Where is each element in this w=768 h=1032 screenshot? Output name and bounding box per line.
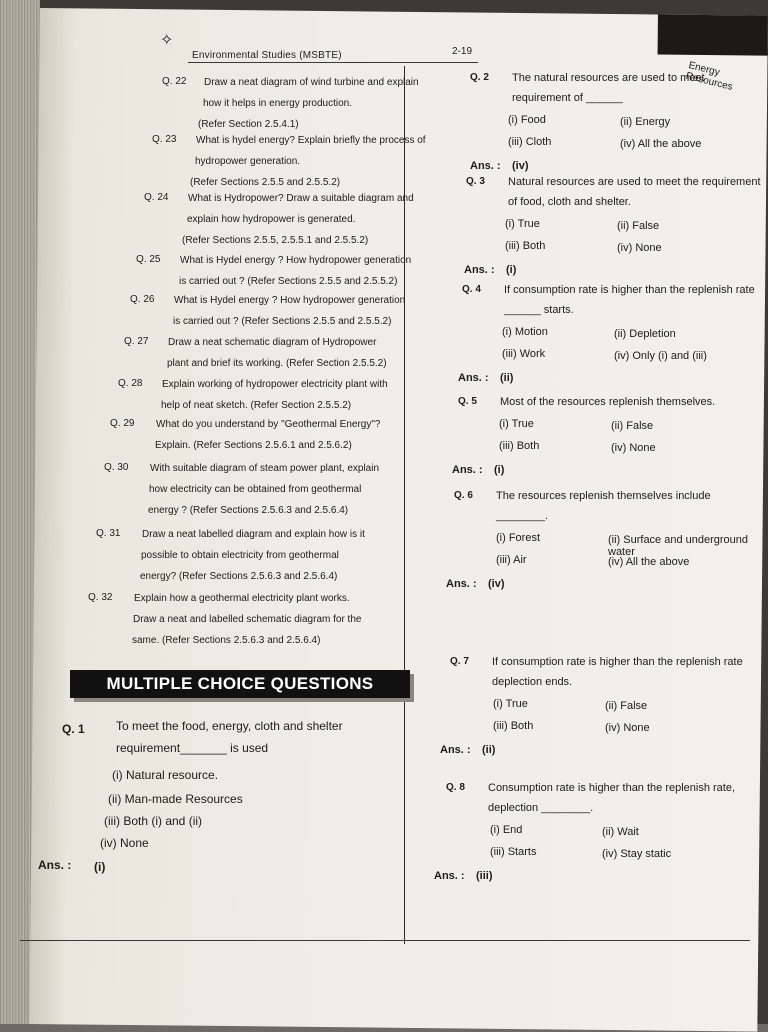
mcq-option: (iii) Starts (490, 846, 537, 858)
question-text-line: Draw a neat and labelled schematic diagram for the (133, 614, 362, 625)
mcq-answer-label: Ans. : (464, 264, 495, 276)
mcq-option: (iv) None (611, 442, 656, 454)
mcq-option: (iii) Air (496, 554, 527, 566)
mcq-text-line: deplection ________. (488, 802, 594, 814)
question-text-line: Explain working of hydropower electricity plant with (162, 379, 388, 390)
mcq-option: (ii) False (605, 700, 648, 712)
page-number: 2-19 (452, 46, 473, 57)
question-text-line: (Refer Sections 2.5.5 and 2.5.5.2) (190, 177, 341, 188)
mcq-option: (iii) Work (502, 348, 546, 360)
question-text-line: Draw a neat diagram of wind turbine and explain (204, 77, 419, 88)
mcq-option: (ii) Wait (602, 826, 639, 838)
mcq-option: (ii) Depletion (614, 328, 676, 340)
mcq-option: (iv) All the above (608, 556, 690, 568)
mcq-number: Q. 7 (450, 656, 469, 667)
question-text-line: hydropower generation. (195, 156, 301, 167)
mcq-answer: (ii) (482, 744, 496, 756)
question-number: Q. 27 (124, 336, 149, 347)
q1-option-4: (iv) None (100, 836, 149, 850)
mcq-text-line: If consumption rate is higher than the replenish rate (504, 284, 755, 296)
book-logo-icon: ✧ (160, 32, 174, 49)
question-text-line: how it helps in energy production. (203, 98, 352, 109)
mcq-text-line: deplection ends. (492, 676, 573, 688)
mcq-answer-label: Ans. : (458, 372, 489, 384)
mcq-answer: (iv) (512, 160, 529, 172)
question-text-line: plant and brief its working. (Refer Section 2.5.5.2) (167, 358, 387, 369)
q1-answer-label: Ans. : (38, 858, 72, 872)
mcq-option: (i) True (499, 418, 534, 430)
question-text-line: What do you understand by "Geothermal Energy"? (156, 419, 381, 430)
q1-answer: (i) (94, 860, 106, 874)
mcq-number: Q. 2 (470, 72, 489, 83)
mcq-heading: MULTIPLE CHOICE QUESTIONS (70, 670, 410, 698)
mcq-number: Q. 3 (466, 176, 485, 187)
question-number: Q. 31 (96, 528, 121, 539)
page-corner-shadow (658, 14, 768, 55)
mcq-option: (i) End (490, 824, 523, 836)
mcq-option: (ii) Energy (620, 116, 671, 128)
mcq-option: (ii) Surface and underground water (608, 534, 749, 558)
running-header-title: Environmental Studies (MSBTE) (192, 50, 342, 61)
mcq-answer: (i) (506, 264, 517, 276)
mcq-text-line: of food, cloth and shelter. (508, 196, 631, 208)
mcq-option: (iv) Only (i) and (iii) (614, 350, 707, 362)
mcq-number: Q. 5 (458, 396, 477, 407)
question-text-line: Draw a neat labelled diagram and explain how is it (142, 529, 365, 540)
question-number: Q. 24 (144, 192, 169, 203)
question-number: Q. 30 (104, 462, 129, 473)
mcq-answer: (ii) (500, 372, 514, 384)
mcq-text-line: Most of the resources replenish themselves. (500, 396, 716, 408)
book-page (29, 8, 768, 1032)
mcq-text-line: The natural resources are used to meet (512, 72, 705, 84)
running-header-right: Energy Resources (684, 60, 734, 93)
mcq-answer-label: Ans. : (434, 870, 465, 882)
mcq-option: (iv) All the above (620, 138, 702, 150)
bottom-rule (20, 940, 750, 941)
question-text-line: What is Hydel energy ? How hydropower generation (180, 255, 412, 266)
mcq-option: (i) Motion (502, 326, 548, 338)
question-number: Q. 26 (130, 294, 155, 305)
question-text-line: energy? (Refer Sections 2.5.6.3 and 2.5.6.4) (140, 571, 338, 582)
mcq-answer: (iii) (476, 870, 493, 882)
question-text-line: Draw a neat schematic diagram of Hydropower (168, 337, 377, 348)
mcq-option: (iv) Stay static (602, 848, 672, 860)
mcq-text-line: If consumption rate is higher than the replenish rate (492, 656, 743, 668)
mcq-option: (i) Food (508, 114, 546, 126)
mcq-option: (iii) Both (505, 240, 546, 252)
mcq-option: (iii) Both (499, 440, 540, 452)
question-number: Q. 29 (110, 418, 135, 429)
mcq-number: Q. 6 (454, 490, 473, 501)
q1-line-1: To meet the food, energy, cloth and shelter (116, 719, 343, 733)
mcq-option: (iv) None (605, 722, 650, 734)
mcq-answer-label: Ans. : (446, 578, 477, 590)
mcq-text-line: requirement of ______ (512, 92, 623, 104)
mcq-option: (ii) False (617, 220, 660, 232)
mcq-text-line: ______ starts. (504, 304, 574, 316)
question-number: Q. 23 (152, 134, 177, 145)
q1-option-3: (iii) Both (i) and (ii) (104, 814, 203, 828)
mcq-option: (ii) False (611, 420, 654, 432)
mcq-text-line: The resources replenish themselves include (496, 490, 711, 502)
question-number: Q. 22 (162, 76, 187, 87)
mcq-number: Q. 8 (446, 782, 465, 793)
question-number: Q. 32 (88, 592, 113, 603)
question-text-line: (Refer Section 2.5.4.1) (198, 119, 299, 130)
mcq-answer-label: Ans. : (452, 464, 483, 476)
question-text-line: energy ? (Refer Sections 2.5.6.3 and 2.5.6.4) (148, 505, 349, 516)
mcq-text-line: Consumption rate is higher than the replenish rate, (488, 782, 736, 794)
mcq-text-line: Natural resources are used to meet the requirement (508, 176, 761, 188)
question-text-line: With suitable diagram of steam power plant, explain (150, 463, 380, 474)
question-text-line: is carried out ? (Refer Sections 2.5.5 and 2.5.5.2) (179, 276, 398, 287)
mcq-number: Q. 4 (462, 284, 481, 295)
question-text-line: (Refer Sections 2.5.5, 2.5.5.1 and 2.5.5.2) (182, 235, 369, 246)
question-text-line: What is Hydropower? Draw a suitable diagram and (188, 193, 414, 204)
mcq-answer: (i) (494, 464, 505, 476)
question-number: Q. 25 (136, 254, 161, 265)
question-text-line: possible to obtain electricity from geothermal (141, 550, 339, 561)
question-number: Q. 28 (118, 378, 143, 389)
header-rule (188, 62, 478, 63)
q1-line-2: requirement_______ is used (116, 741, 269, 755)
q1-number: Q. 1 (62, 722, 85, 736)
mcq-option: (i) Forest (496, 532, 540, 544)
mcq-option: (iii) Cloth (508, 136, 552, 148)
question-text-line: What is hydel energy? Explain briefly the process of (196, 135, 426, 146)
q1-option-2: (ii) Man-made Resources (108, 792, 243, 806)
mcq-option: (i) True (493, 698, 528, 710)
question-text-line: same. (Refer Sections 2.5.6.3 and 2.5.6.4) (132, 635, 321, 646)
question-text-line: What is Hydel energy ? How hydropower generation (174, 295, 406, 306)
mcq-answer-label: Ans. : (470, 160, 501, 172)
mcq-option: (iv) None (617, 242, 662, 254)
question-text-line: is carried out ? (Refer Sections 2.5.5 and 2.5.5.2) (173, 316, 392, 327)
mcq-option: (iii) Both (493, 720, 534, 732)
q1-option-1: (i) Natural resource. (112, 768, 219, 782)
question-text-line: Explain. (Refer Sections 2.5.6.1 and 2.5.6.2) (155, 440, 352, 451)
question-text-line: help of neat sketch. (Refer Section 2.5.5.2) (161, 400, 352, 411)
mcq-text-line: ________. (496, 510, 548, 522)
question-text-line: explain how hydropower is generated. (187, 214, 356, 225)
mcq-answer-label: Ans. : (440, 744, 471, 756)
mcq-option: (i) True (505, 218, 540, 230)
mcq-answer: (iv) (488, 578, 505, 590)
question-text-line: how electricity can be obtained from geothermal (149, 484, 362, 495)
question-text-line: Explain how a geothermal electricity plant works. (134, 593, 350, 604)
